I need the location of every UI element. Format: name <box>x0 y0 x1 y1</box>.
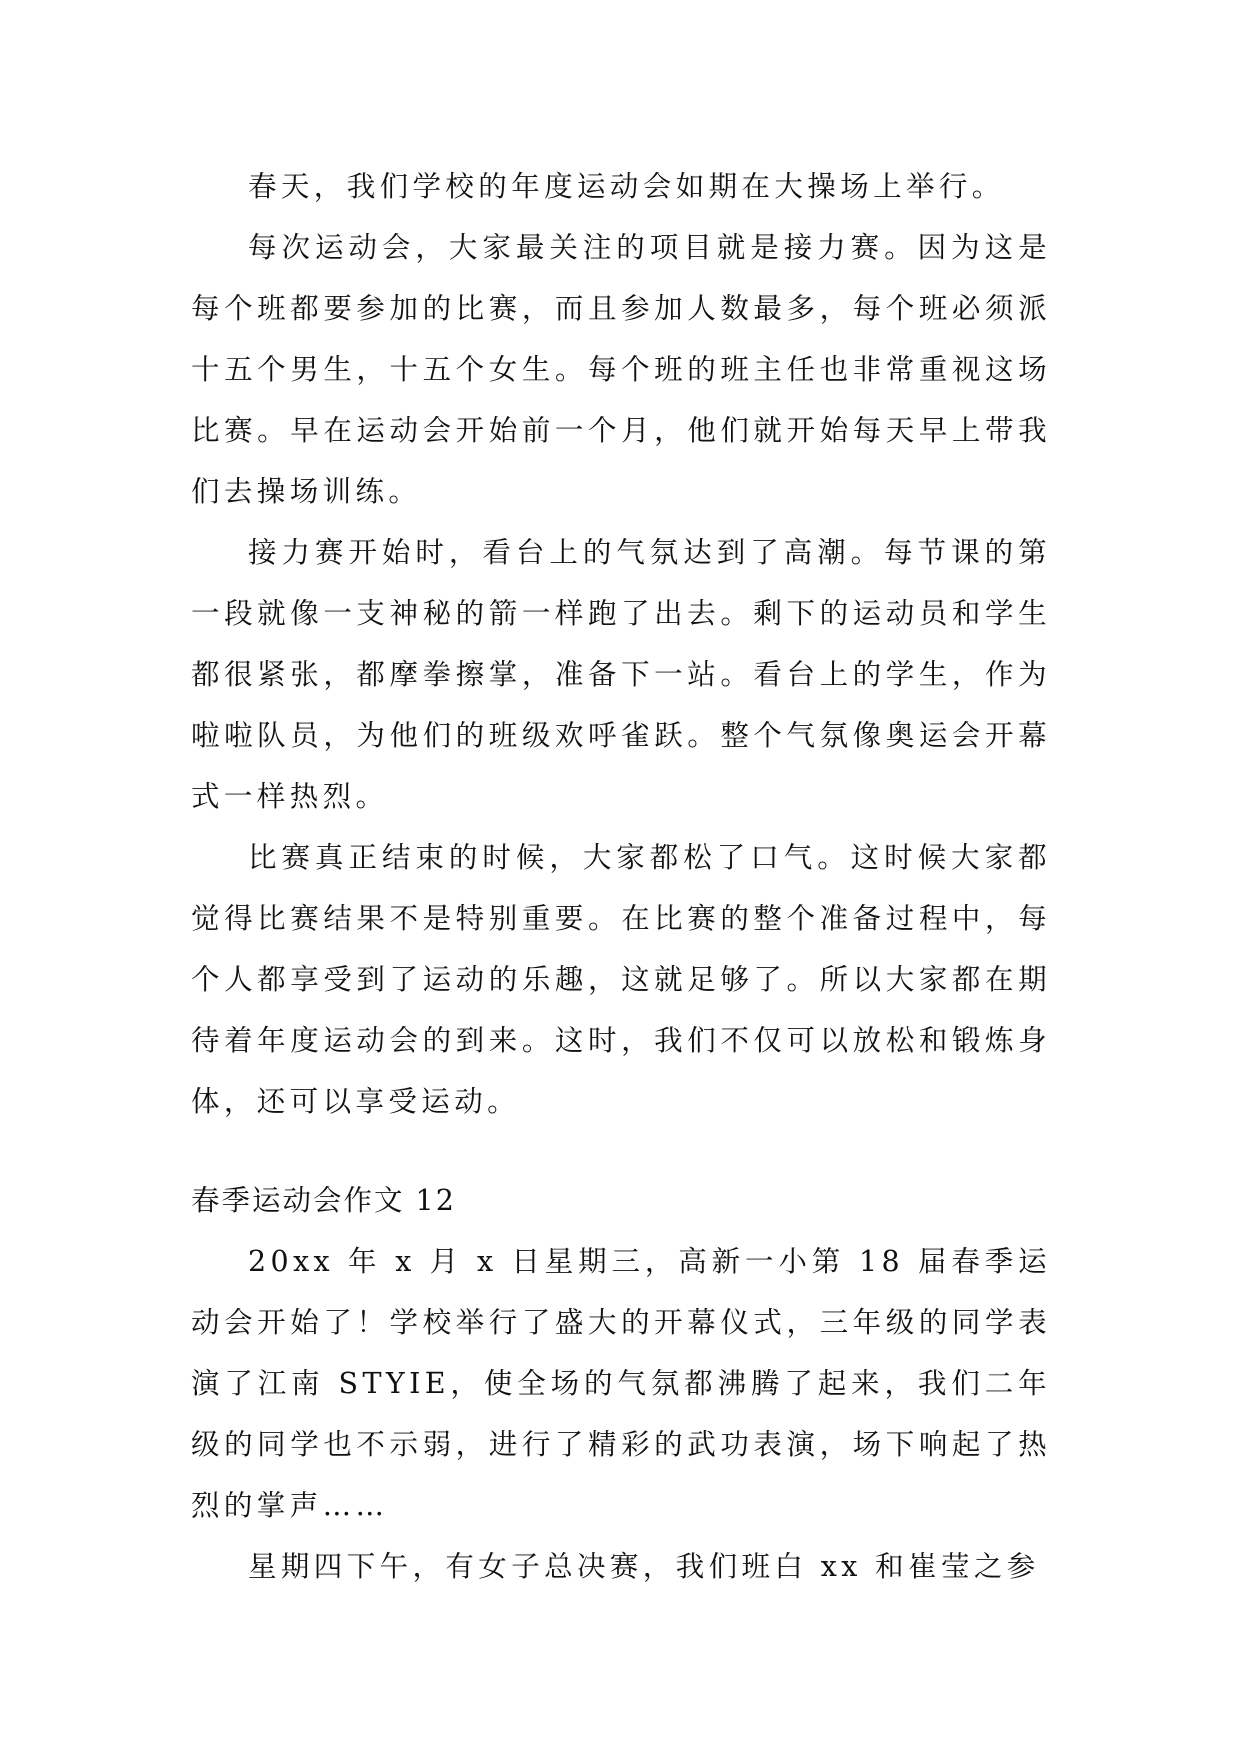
document-body <box>191 156 1051 1597</box>
section-heading: 春季运动会作文 12 <box>191 1184 456 1217</box>
section-divider-space <box>191 1132 1051 1170</box>
paragraph-relay-importance: 每次运动会，大家最关注的项目就是接力赛。因为这是每个班都要参加的比赛，而且参加人数最多，每个班必须派十五个男生，十五个女生。每个班的班主任也非常重视这场比赛。早在运动会开始前一个月，他们就开始每天早上带我们去操场训练。 <box>191 231 1051 508</box>
paragraph-opening-ceremony: 20xx 年 x 月 x 日星期三，高新一小第 18 届春季运动会开始了！学校举行了盛大的开幕仪式，三年级的同学表演了江南 STYIE，使全场的气氛都沸腾了起来，我们二年级的同学也不示弱，进行了精彩的武功表演，场下响起了热烈的掌声…… <box>191 1245 1051 1522</box>
paragraph-spring-sports-meet: 春天，我们学校的年度运动会如期在大操场上举行。 <box>248 170 1005 203</box>
paragraph-relay-start: 接力赛开始时，看台上的气氛达到了高潮。每节课的第一段就像一支神秘的箭一样跑了出去。剩下的运动员和学生都很紧张，都摩拳擦掌，准备下一站。看台上的学生，作为啦啦队员，为他们的班级欢呼雀跃。整个气氛像奥运会开幕式一样热烈。 <box>191 536 1051 813</box>
paragraph-thursday-final: 星期四下午，有女子总决赛，我们班白 xx 和崔莹之参 <box>248 1550 1040 1583</box>
paragraph-relay-end: 比赛真正结束的时候，大家都松了口气。这时候大家都觉得比赛结果不是特别重要。在比赛的整个准备过程中，每个人都享受到了运动的乐趣，这就足够了。所以大家都在期待着年度运动会的到来。这时，我们不仅可以放松和锻炼身体，还可以享受运动。 <box>191 841 1051 1118</box>
